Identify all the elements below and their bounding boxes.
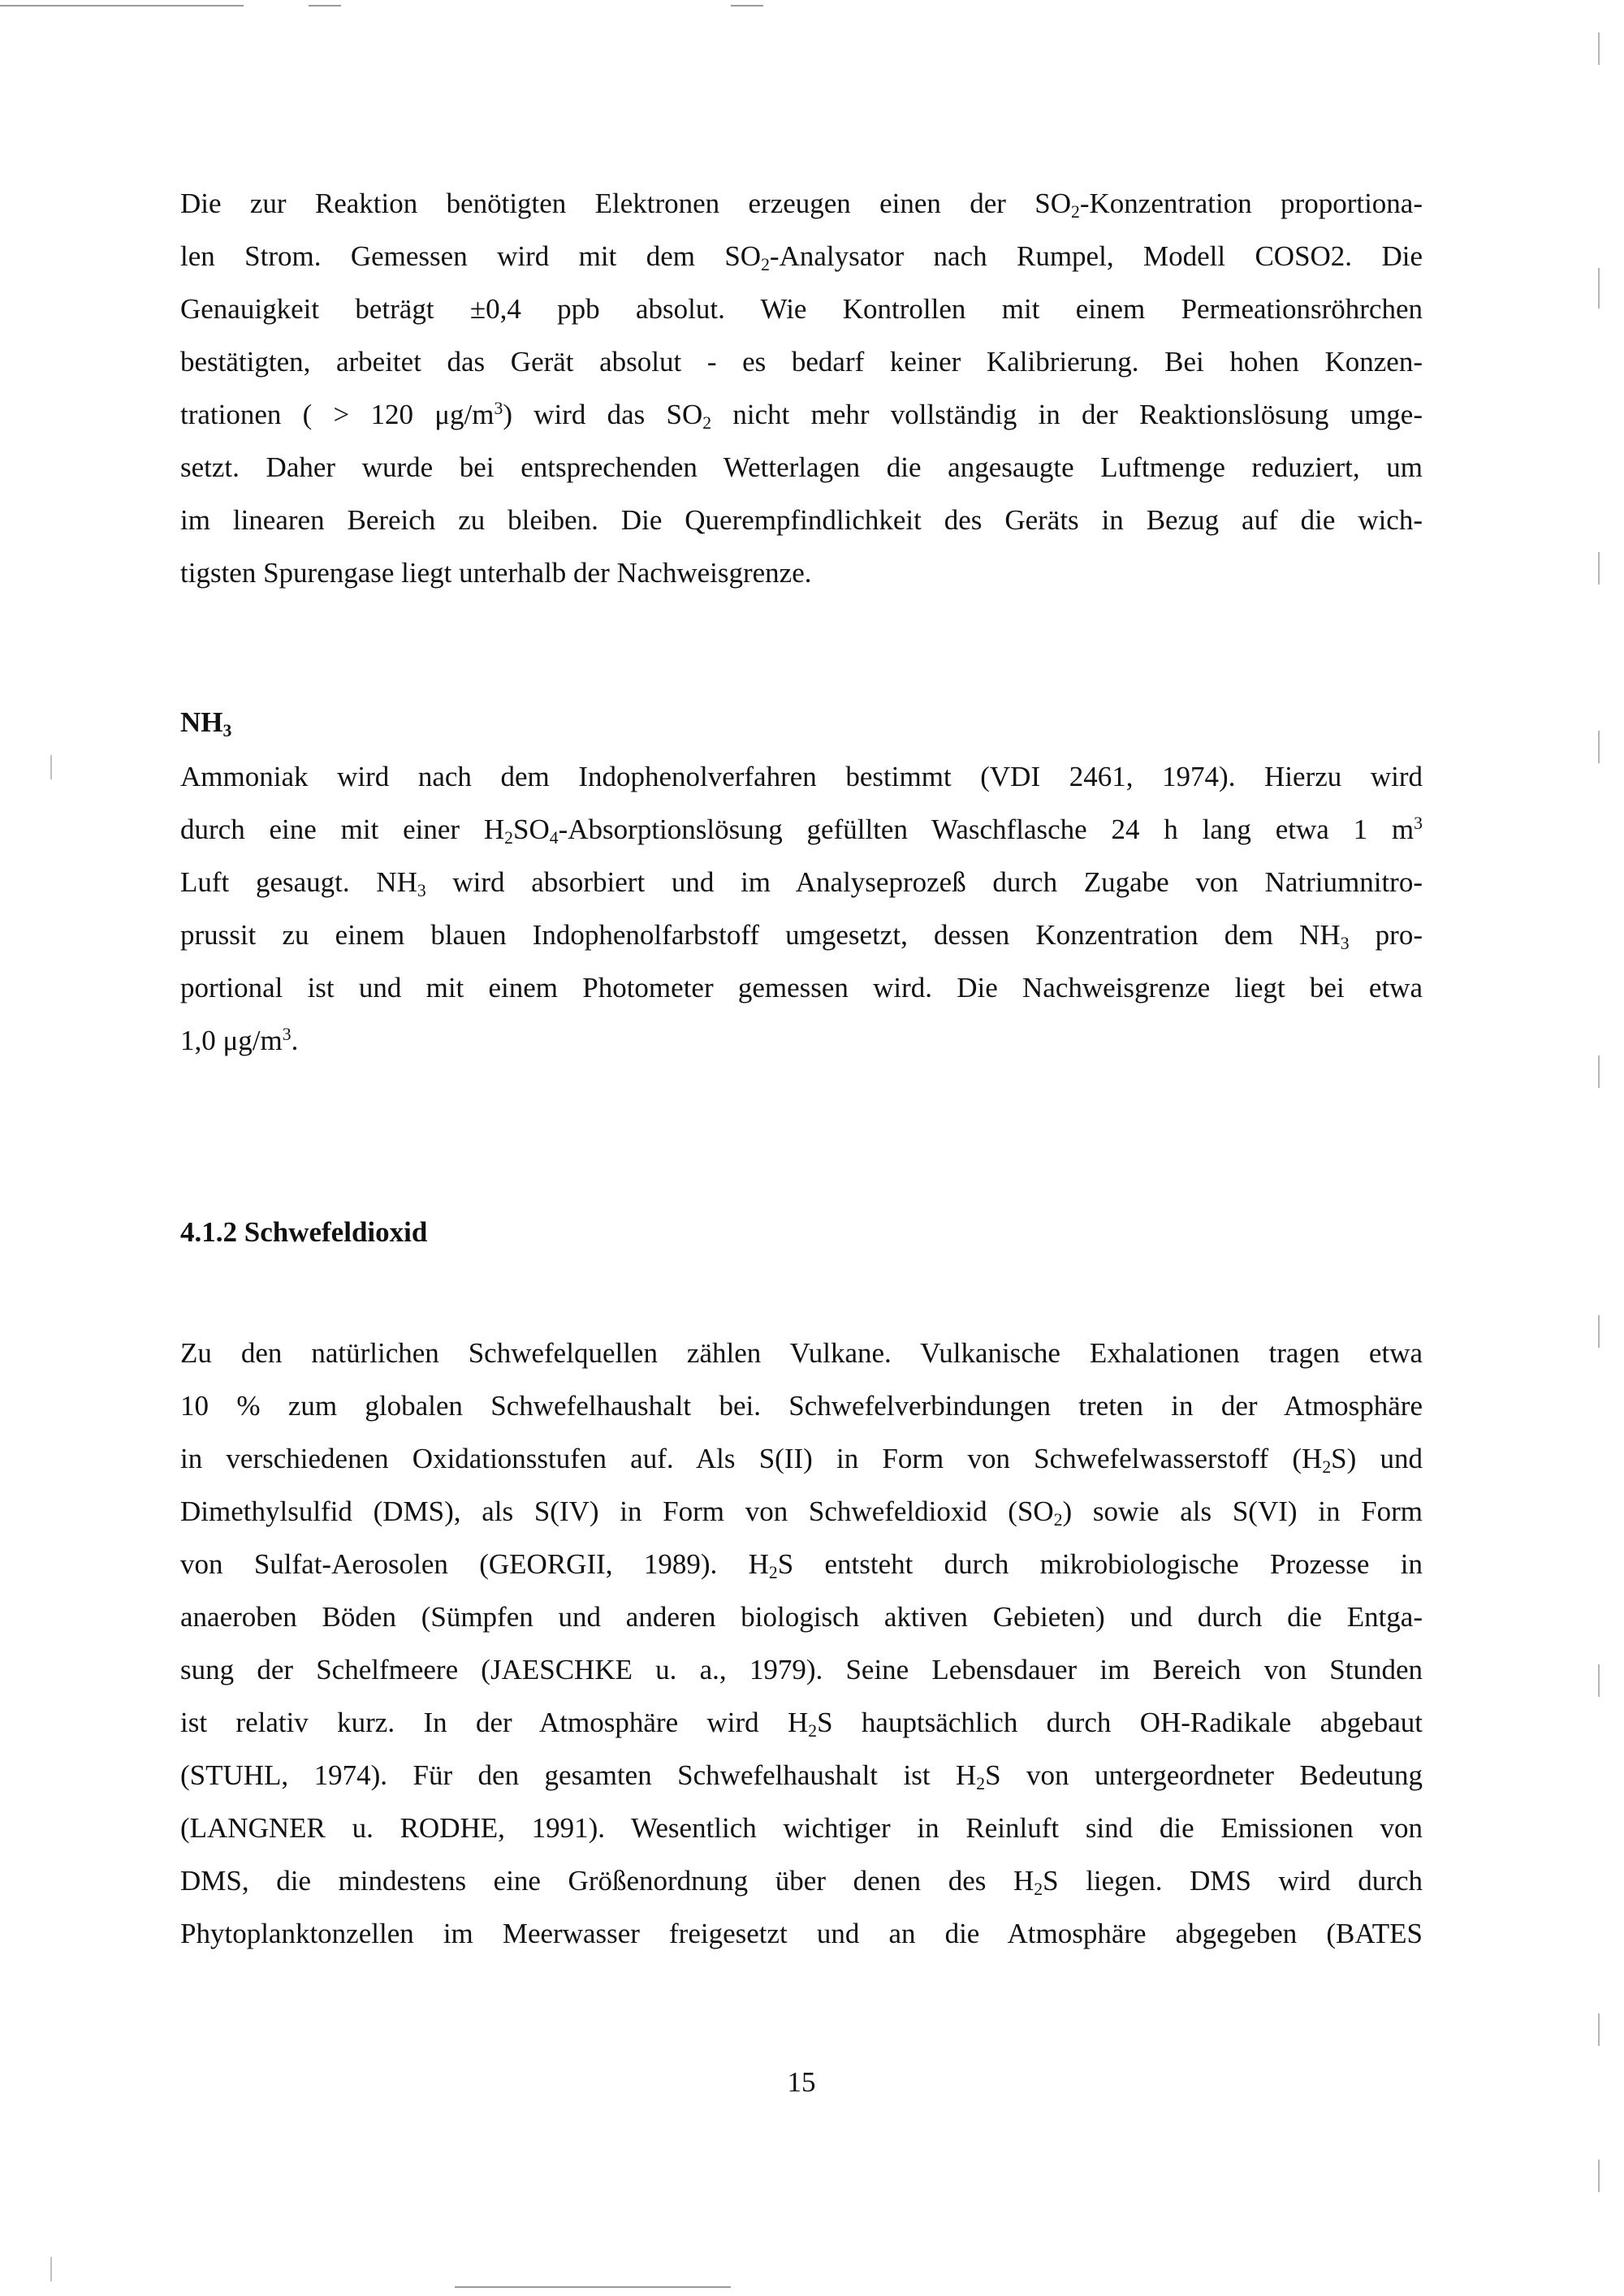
scan-artifact-edge bbox=[1598, 32, 1600, 65]
paragraph-nh3-method bbox=[180, 750, 1423, 1067]
scan-artifact-top bbox=[309, 5, 341, 6]
text-line: portional ist und mit einem Photometer gemessen wird. Die Nachweisgrenze liegt bei etwa bbox=[180, 972, 1423, 1003]
text-line: Die zur Reaktion benötigten Elektronen erzeugen einen der $SO_2$-Konzentration proportiona- bbox=[180, 188, 1423, 222]
text-line: (LANGNER u. RODHE, 1991). Wesentlich wichtiger in Reinluft sind die Emissionen von bbox=[180, 1812, 1423, 1844]
text-line: 1,0 $\mu g/m^3$. bbox=[180, 1025, 299, 1056]
paragraph-so2-method bbox=[180, 177, 1423, 599]
page-number: 15 bbox=[787, 2066, 816, 2098]
scan-artifact-edge bbox=[50, 755, 52, 779]
text-line: durch eine mit einer $H_2SO_4$-Absorptionslösung gefüllten Waschflasche 24 h lang etwa 1 $m^3$ bbox=[180, 814, 1423, 848]
scan-artifact-edge bbox=[1598, 1315, 1600, 1348]
text-line: anaeroben Böden (Sümpfen und anderen biologisch aktiven Gebieten) und durch die Entga- bbox=[180, 1601, 1423, 1633]
scan-artifact-edge bbox=[1598, 1055, 1600, 1088]
text-line: tigsten Spurengase liegt unterhalb der Nachweisgrenze. bbox=[180, 557, 812, 589]
text-line: von Sulfat-Aerosolen (GEORGII, 1989). $H_2S$ entsteht durch mikrobiologische Prozesse in bbox=[180, 1548, 1423, 1583]
scan-artifact-edge bbox=[1598, 552, 1600, 585]
text-line: (STUHL, 1974). Für den gesamten Schwefelhaushalt ist $H_2S$ von untergeordneter Bedeutung bbox=[180, 1759, 1423, 1794]
text-line: im linearen Bereich zu bleiben. Die Querempfindlichkeit des Geräts in Bezug auf die wich- bbox=[180, 504, 1423, 536]
text-line: len Strom. Gemessen wird mit dem $SO_2$-Analysator nach Rumpel, Modell COSO2. Die bbox=[180, 240, 1423, 275]
text-line: Dimethylsulfid (DMS), als S(IV) in Form von Schwefeldioxid $(SO_2)$ sowie als S(VI) in Form bbox=[180, 1495, 1423, 1530]
text-line: Ammoniak wird nach dem Indophenolverfahren bestimmt (VDI 2461, 1974). Hierzu wird bbox=[180, 761, 1423, 792]
text-line: prussit zu einem blauen Indophenolfarbstoff umgesetzt, dessen Konzentration dem $NH_3$ pro- bbox=[180, 919, 1423, 954]
subheading-nh3: $NH_3$ bbox=[180, 706, 232, 741]
text-line: Luft gesaugt. $NH_3$ wird absorbiert und im Analyseprozeß durch Zugabe von Natriumnitro- bbox=[180, 866, 1423, 901]
text-line: ist relativ kurz. In der Atmosphäre wird $H_2S$ hauptsächlich durch OH-Radikale abgebaut bbox=[180, 1707, 1423, 1741]
text-line: sung der Schelfmeere (JAESCHKE u. a., 1979). Seine Lebensdauer im Bereich von Stunden bbox=[180, 1654, 1423, 1685]
text-line: Zu den natürlichen Schwefelquellen zählen Vulkane. Vulkanische Exhalationen tragen etwa bbox=[180, 1337, 1423, 1369]
section-heading: 4.1.2 Schwefeldioxid bbox=[180, 1216, 428, 1248]
text-line: in verschiedenen Oxidationsstufen auf. Als S(II) in Form von Schwefelwasserstoff $(H_2S)$ und bbox=[180, 1443, 1423, 1478]
paragraph-sulfur-sources bbox=[180, 1327, 1423, 1960]
text-line: Genauigkeit beträgt ±0,4 ppb absolut. Wie Kontrollen mit einem Permeationsröhrchen bbox=[180, 293, 1423, 325]
scan-artifact-edge bbox=[1598, 268, 1600, 309]
text-line: 10 % zum globalen Schwefelhaushalt bei. Schwefelverbindungen treten in der Atmosphäre bbox=[180, 1390, 1423, 1422]
scan-artifact-bottom bbox=[455, 2286, 731, 2288]
scan-artifact-top bbox=[0, 5, 244, 6]
scan-artifact-edge bbox=[1598, 2013, 1600, 2046]
scan-artifact-edge bbox=[1598, 2160, 1600, 2192]
scan-artifact-edge bbox=[50, 2257, 52, 2281]
scan-artifact-edge bbox=[1598, 731, 1600, 763]
text-line: bestätigten, arbeitet das Gerät absolut - es bedarf keiner Kalibrierung. Bei hohen Konzen- bbox=[180, 346, 1423, 378]
scan-artifact-edge bbox=[1598, 1664, 1600, 1697]
text-line: setzt. Daher wurde bei entsprechenden Wetterlagen die angesaugte Luftmenge reduziert, um bbox=[180, 451, 1423, 483]
text-line: DMS, die mindestens eine Größenordnung über denen des $H_2S$ liegen. DMS wird durch bbox=[180, 1865, 1423, 1900]
text-line: Phytoplanktonzellen im Meerwasser freigesetzt und an die Atmosphäre abgegeben (BATES bbox=[180, 1918, 1423, 1949]
text-line: trationen ( > 120 $\mu g/m^3$) wird das $SO_2$ nicht mehr vollständig in der Reaktionslösung umge- bbox=[180, 399, 1423, 434]
scan-artifact-top bbox=[731, 5, 763, 6]
